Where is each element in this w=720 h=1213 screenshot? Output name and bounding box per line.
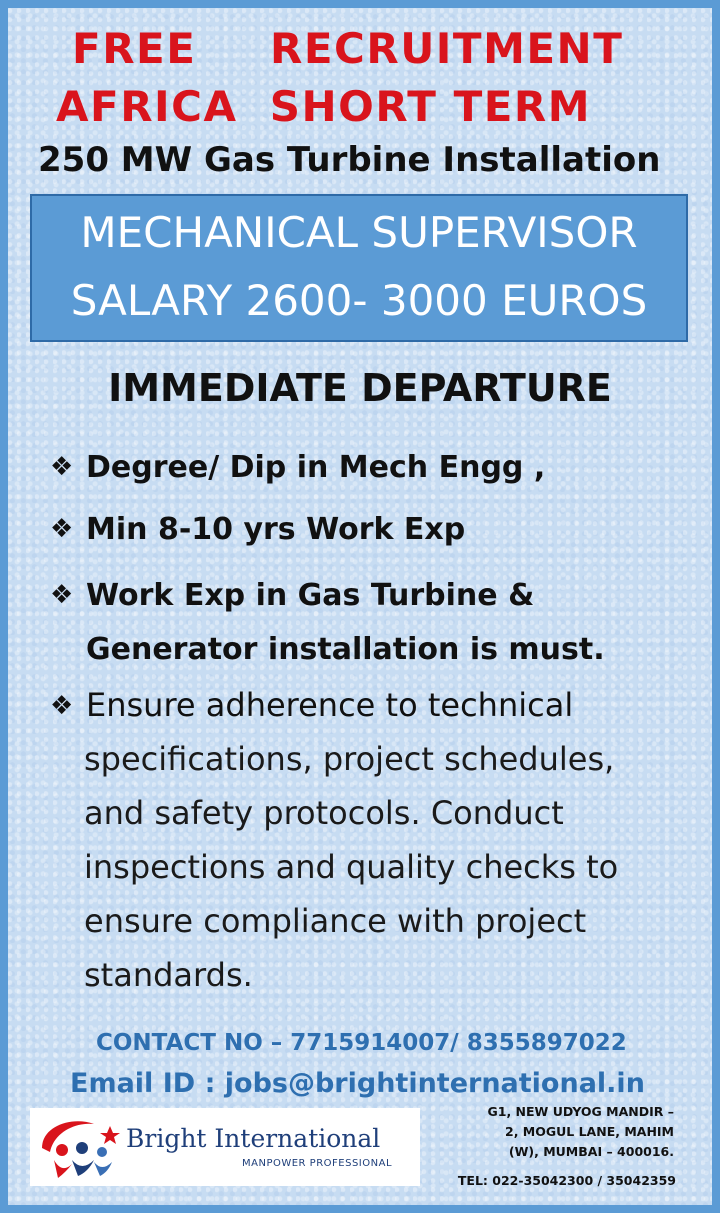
company-logo: [30, 1108, 420, 1186]
duty-bullet: ❖ Ensure adherence to technical: [50, 686, 574, 724]
duty-line: ensure compliance with project: [84, 902, 587, 940]
headline-recruitment: RECRUITMENT: [270, 24, 624, 73]
requirement-item: ❖ Degree/ Dip in Mech Engg ,: [50, 450, 546, 485]
diamond-bullet-icon: ❖: [50, 452, 74, 482]
address-line: 2, MOGUL LANE, MAHIM: [505, 1124, 674, 1139]
people-group-logo-icon: [32, 1108, 124, 1186]
duty-line: and safety protocols. Conduct: [84, 794, 564, 832]
contact-phone: CONTACT NO – 7715914007/ 8355897022: [96, 1030, 627, 1056]
duty-line: standards.: [84, 956, 253, 994]
company-tagline: MANPOWER PROFESSIONAL: [242, 1158, 393, 1169]
diamond-bullet-icon: ❖: [50, 691, 74, 721]
address-line: (W), MUMBAI – 400016.: [508, 1144, 674, 1159]
job-title: MECHANICAL SUPERVISOR: [80, 208, 638, 257]
duty-line: inspections and quality checks to: [84, 848, 619, 886]
requirement-item: ❖ Min 8-10 yrs Work Exp: [50, 512, 466, 547]
diamond-bullet-icon: ❖: [50, 514, 74, 544]
salary: SALARY 2600- 3000 EUROS: [70, 276, 648, 325]
headline-free: FREE: [72, 24, 197, 73]
telephone: TEL: 022-35042300 / 35042359: [457, 1173, 676, 1188]
diamond-bullet-icon: ❖: [50, 580, 74, 610]
address-line: G1, NEW UDYOG MANDIR –: [487, 1104, 674, 1119]
headline-africa-short-term: AFRICA SHORT TERM: [56, 82, 592, 131]
project-title: 250 MW Gas Turbine Installation: [38, 140, 661, 180]
departure-heading: IMMEDIATE DEPARTURE: [108, 366, 612, 410]
contact-email: Email ID : jobs@brightinternational.in: [70, 1068, 645, 1099]
requirement-continuation: Generator installation is must.: [86, 632, 605, 667]
position-box: [30, 194, 688, 342]
company-name: Bright International: [126, 1124, 381, 1153]
duty-line: specifications, project schedules,: [84, 740, 615, 778]
requirement-item: ❖ Work Exp in Gas Turbine &: [50, 578, 535, 613]
